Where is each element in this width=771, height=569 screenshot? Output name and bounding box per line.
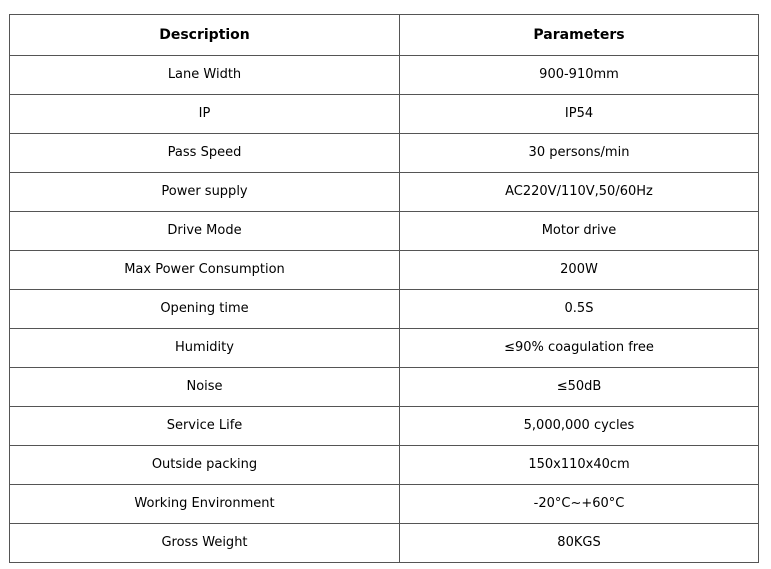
description-cell: Opening time: [10, 290, 400, 329]
description-cell: Gross Weight: [10, 524, 400, 563]
parameter-cell: 5,000,000 cycles: [400, 407, 759, 446]
table-row: [10, 173, 759, 212]
parameter-cell: 30 persons/min: [400, 134, 759, 173]
header-parameters: Parameters: [400, 15, 759, 56]
description-cell: IP: [10, 95, 400, 134]
parameter-cell: 80KGS: [400, 524, 759, 563]
header-description: Description: [10, 15, 400, 56]
parameter-cell: ≤90% coagulation free: [400, 329, 759, 368]
parameter-cell: -20°C~+60°C: [400, 485, 759, 524]
table-row: [10, 524, 759, 563]
description-cell: Humidity: [10, 329, 400, 368]
table-row: [10, 446, 759, 485]
table-row: [10, 407, 759, 446]
table-header-row: [10, 15, 759, 56]
description-cell: Lane Width: [10, 56, 400, 95]
description-cell: Pass Speed: [10, 134, 400, 173]
table-row: [10, 56, 759, 95]
parameter-cell: 900-910mm: [400, 56, 759, 95]
parameter-cell: ≤50dB: [400, 368, 759, 407]
table-row: [10, 134, 759, 173]
description-cell: Outside packing: [10, 446, 400, 485]
description-cell: Power supply: [10, 173, 400, 212]
description-cell: Max Power Consumption: [10, 251, 400, 290]
table-row: [10, 290, 759, 329]
description-cell: Drive Mode: [10, 212, 400, 251]
description-cell: Service Life: [10, 407, 400, 446]
parameter-cell: Motor drive: [400, 212, 759, 251]
table-row: [10, 95, 759, 134]
parameter-cell: 150x110x40cm: [400, 446, 759, 485]
spec-table: [9, 14, 759, 563]
parameter-cell: IP54: [400, 95, 759, 134]
table-row: [10, 329, 759, 368]
table-row: [10, 368, 759, 407]
parameter-cell: AC220V/110V,50/60Hz: [400, 173, 759, 212]
table-row: [10, 485, 759, 524]
description-cell: Noise: [10, 368, 400, 407]
table-row: [10, 212, 759, 251]
parameter-cell: 0.5S: [400, 290, 759, 329]
table-row: [10, 251, 759, 290]
parameter-cell: 200W: [400, 251, 759, 290]
description-cell: Working Environment: [10, 485, 400, 524]
